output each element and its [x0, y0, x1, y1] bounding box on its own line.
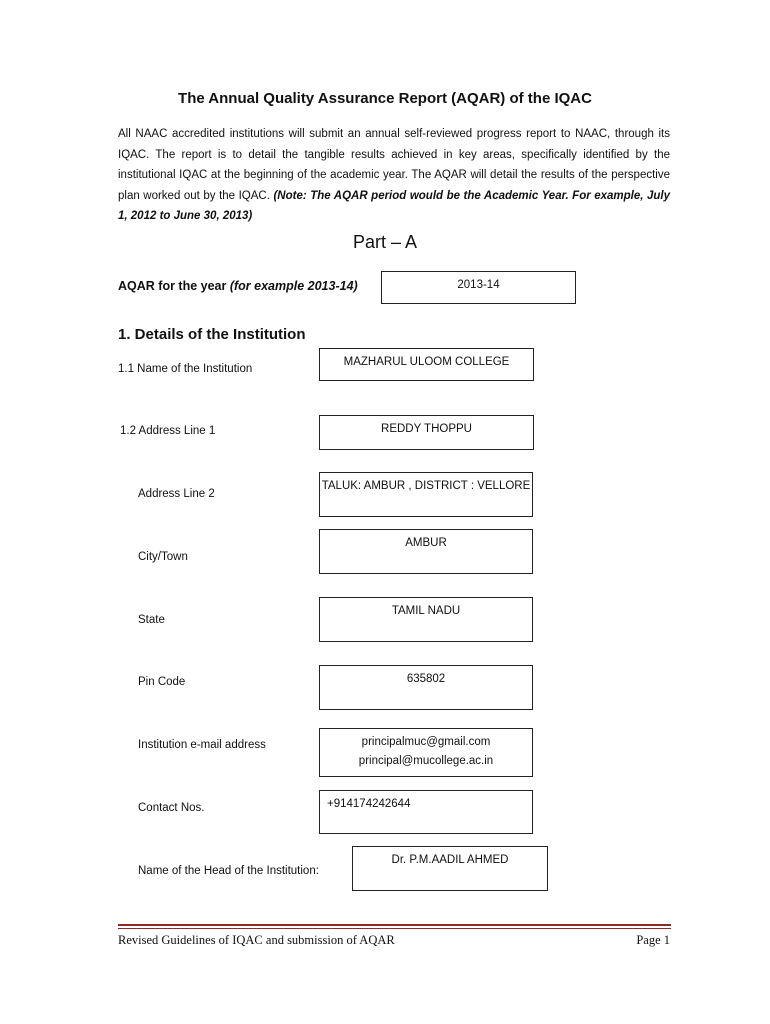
footer-rule-thick: [118, 924, 671, 926]
head-field[interactable]: Dr. P.M.AADIL AHMED: [352, 846, 548, 891]
section-heading: 1. Details of the Institution: [118, 326, 306, 343]
email-primary: principalmuc@gmail.com: [361, 736, 491, 748]
footer-guidelines: Revised Guidelines of IQAC and submission of AQAR: [118, 933, 395, 947]
aqar-year-label: [118, 279, 358, 293]
email-secondary: principal@mucollege.ac.in: [358, 755, 494, 767]
state-field[interactable]: TAMIL NADU: [319, 597, 533, 642]
pin-field[interactable]: 635802: [319, 665, 533, 710]
contact-field[interactable]: +914174242644: [319, 790, 533, 834]
part-heading: Part – A: [352, 232, 418, 252]
aqar-year-hint: (for example 2013-14): [229, 279, 358, 293]
head-label: Name of the Head of the Institution:: [138, 865, 319, 877]
address2-field[interactable]: TALUK: AMBUR , DISTRICT : VELLORE: [319, 472, 533, 517]
state-label: State: [138, 614, 165, 626]
name-field[interactable]: MAZHARUL ULOOM COLLEGE: [319, 348, 534, 381]
contact-label: Contact Nos.: [138, 802, 205, 814]
aqar-year-label-text: AQAR for the year: [118, 279, 227, 293]
address2-label: Address Line 2: [138, 488, 215, 500]
intro-text: All NAAC accredited institutions will submit an annual self-reviewed progress report to NAAC, through its IQAC. The report is to detail the tangible results achieved in key areas, specifically identified by the institutional IQAC at the beginning of the academic year. The AQAR will detail the results of the perspective plan worked out by the IQAC.: [118, 128, 670, 202]
aqar-year-field[interactable]: 2013-14: [381, 271, 576, 304]
email-label: Institution e-mail address: [138, 739, 266, 751]
document-title: The Annual Quality Assurance Report (AQAR) of the IQAC: [178, 90, 592, 107]
city-field[interactable]: AMBUR: [319, 529, 533, 574]
address1-field[interactable]: REDDY THOPPU: [319, 415, 534, 450]
footer-page-number: Page 1: [636, 933, 670, 947]
address1-label: 1.2 Address Line 1: [120, 425, 216, 437]
intro-paragraph: [118, 124, 670, 227]
footer-rule-thin: [118, 928, 671, 929]
intro-note: (Note: The AQAR period would be the Academic Year. For example, July 1, 2012 to June 30, 2013): [118, 189, 671, 222]
email-field[interactable]: [319, 728, 533, 777]
city-label: City/Town: [138, 551, 188, 563]
name-label: 1.1 Name of the Institution: [118, 363, 253, 375]
pin-label: Pin Code: [138, 676, 186, 688]
